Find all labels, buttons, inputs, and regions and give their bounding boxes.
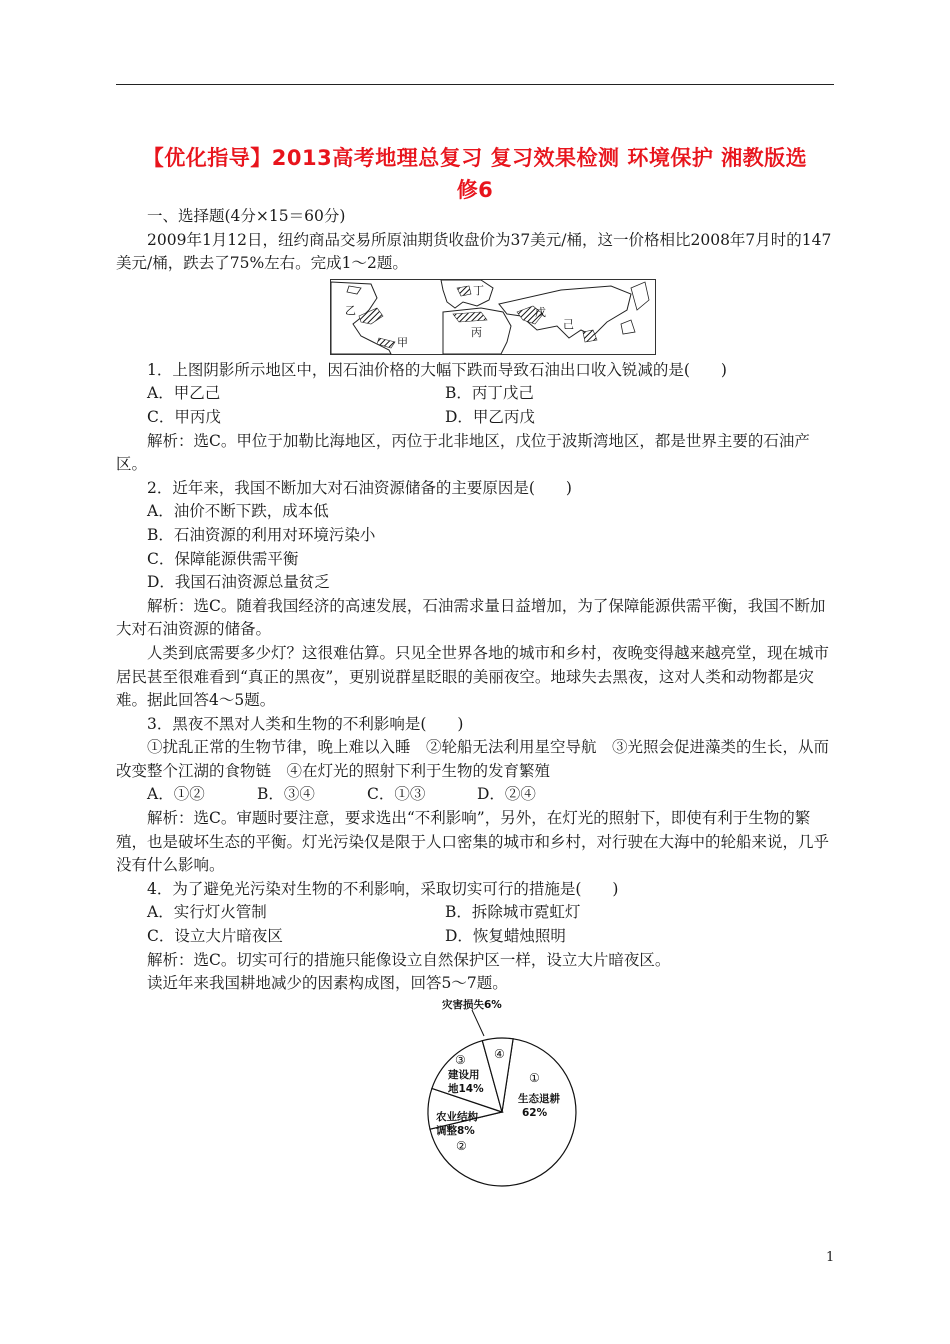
- label-agri-1: 农业结构: [436, 1110, 478, 1123]
- q2-analysis: 解析：选C。随着我国经济的高速发展，石油需求量日益增加，为了保障能源供需平衡，我国不断加大对石油资源的储备。: [116, 596, 826, 639]
- label-build-1: 建设用: [448, 1068, 480, 1081]
- label-disaster: 灾害损失6%: [442, 998, 502, 1011]
- label-build-2: 地14%: [448, 1082, 484, 1095]
- marker-3: ③: [455, 1052, 466, 1067]
- q2-option-d: D．我国石油资源总量贫乏: [147, 573, 330, 592]
- label-eco-1: 生态退耕: [518, 1092, 560, 1105]
- q1-options: [116, 382, 836, 406]
- map-label-yi: 乙: [345, 303, 356, 317]
- document-title: [116, 142, 834, 206]
- q1-option-d: D．甲乙丙戊: [445, 407, 535, 426]
- q4-analysis: 解析：选C。切实可行的措施只能像设立自然保护区一样，设立大片暗夜区。: [147, 950, 671, 969]
- q3-stem: 3．黑夜不黑对人类和生物的不利影响是( ): [147, 714, 464, 733]
- q4-stem: 4．为了避免光污染对生物的不利影响，采取切实可行的措施是( ): [147, 879, 619, 898]
- q2-option-b: B．石油资源的利用对环境污染小: [147, 525, 376, 544]
- marker-4: ④: [494, 1046, 505, 1061]
- marker-1: ①: [529, 1070, 540, 1085]
- q3-option-b: B．③④: [257, 785, 315, 804]
- passage-light: 人类到底需要多少灯？这很难估算。只见全世界各地的城市和乡村，夜晚变得越来越亮堂，现在城市居民甚至很难看到“真正的黑夜”，更别说群星眨眼的美丽夜空。地球失去黑夜，这对人类和动物都是灾难。据此回答4～5题。: [116, 643, 830, 710]
- map-label-bing: 丙: [471, 325, 482, 339]
- q3-items: ①扰乱正常的生物节律，晚上难以入睡 ②轮船无法利用星空导航 ③光照会促进藻类的生长，从而改变整个江湖的食物链 ④在灯光的照射下利于生物的发育繁殖: [116, 738, 830, 780]
- farmland-pie-chart: [116, 996, 836, 1224]
- q1-option-a: A．甲乙己: [147, 384, 221, 403]
- q1-option-b: B．丙丁戊己: [445, 384, 534, 403]
- label-eco-2: 62%: [522, 1106, 548, 1119]
- q4-options: [116, 901, 836, 925]
- document-body: [116, 205, 836, 1224]
- q4-option-d: D．恢复蜡烛照明: [445, 927, 566, 946]
- page-number: 1: [826, 1250, 835, 1265]
- q1-options-2: [116, 406, 836, 430]
- q4-option-b: B．拆除城市霓虹灯: [445, 903, 581, 922]
- header-rule: [116, 84, 834, 85]
- intro-paragraph: 2009年1月12日，纽约商品交易所原油期货收盘价为37美元/桶，这一价格相比2008年7月时的147美元/桶，跌去了75%左右。完成1～2题。: [116, 230, 832, 273]
- map-label-jia: 甲: [397, 335, 408, 349]
- q3-option-c: C．①③: [367, 785, 426, 804]
- map-label-wu: 戊: [535, 305, 546, 319]
- q4-option-c: C．设立大片暗夜区: [147, 927, 283, 946]
- marker-2: ②: [456, 1138, 467, 1153]
- map-label-ji: 己: [563, 317, 574, 331]
- passage-farmland: 读近年来我国耕地减少的因素构成图，回答5～7题。: [147, 974, 508, 993]
- label-agri-2: 调整8%: [436, 1124, 475, 1137]
- q3-option-d: D．②④: [477, 785, 536, 804]
- q2-option-a: A．油价不断下跌，成本低: [147, 502, 329, 521]
- q2-option-c: C．保障能源供需平衡: [147, 549, 299, 568]
- q4-options-2: [116, 925, 836, 949]
- q3-option-a: A．①②: [147, 785, 205, 804]
- title-line-1: 【优化指导】2013高考地理总复习 复习效果检测 环境保护 湘教版选: [142, 146, 808, 170]
- region-bing: [453, 312, 487, 322]
- title-line-2: 修6: [456, 178, 494, 202]
- map-graphic: [331, 280, 655, 354]
- q1-analysis: 解析：选C。甲位于加勒比海地区，丙位于北非地区，戊位于波斯湾地区，都是世界主要的石油产区。: [116, 431, 810, 474]
- q2-stem: 2．近年来，我国不断加大对石油资源储备的主要原因是( ): [147, 478, 572, 497]
- q1-option-c: C．甲丙戊: [147, 407, 221, 426]
- q4-option-a: A．实行灯火管制: [147, 903, 267, 922]
- oil-region-map: [330, 279, 656, 355]
- disaster-leader-line: [472, 1010, 484, 1036]
- map-label-ding: 丁: [473, 283, 484, 297]
- q1-stem: 1．上图阴影所示地区中，因石油价格的大幅下跌而导致石油出口收入锐减的是( ): [147, 360, 727, 379]
- q3-analysis: 解析：选C。审题时要注意，要求选出“不利影响”，另外，在灯光的照射下，即使有利于生物的繁殖，也是破坏生态的平衡。灯光污染仅是限于人口密集的城市和乡村，对行驶在大海中的轮船来说，几乎没有什么影响。: [116, 809, 830, 875]
- section-heading: 一、选择题(4分×15＝60分): [147, 207, 346, 225]
- pie-svg: [412, 996, 592, 1224]
- q3-options: [116, 783, 836, 807]
